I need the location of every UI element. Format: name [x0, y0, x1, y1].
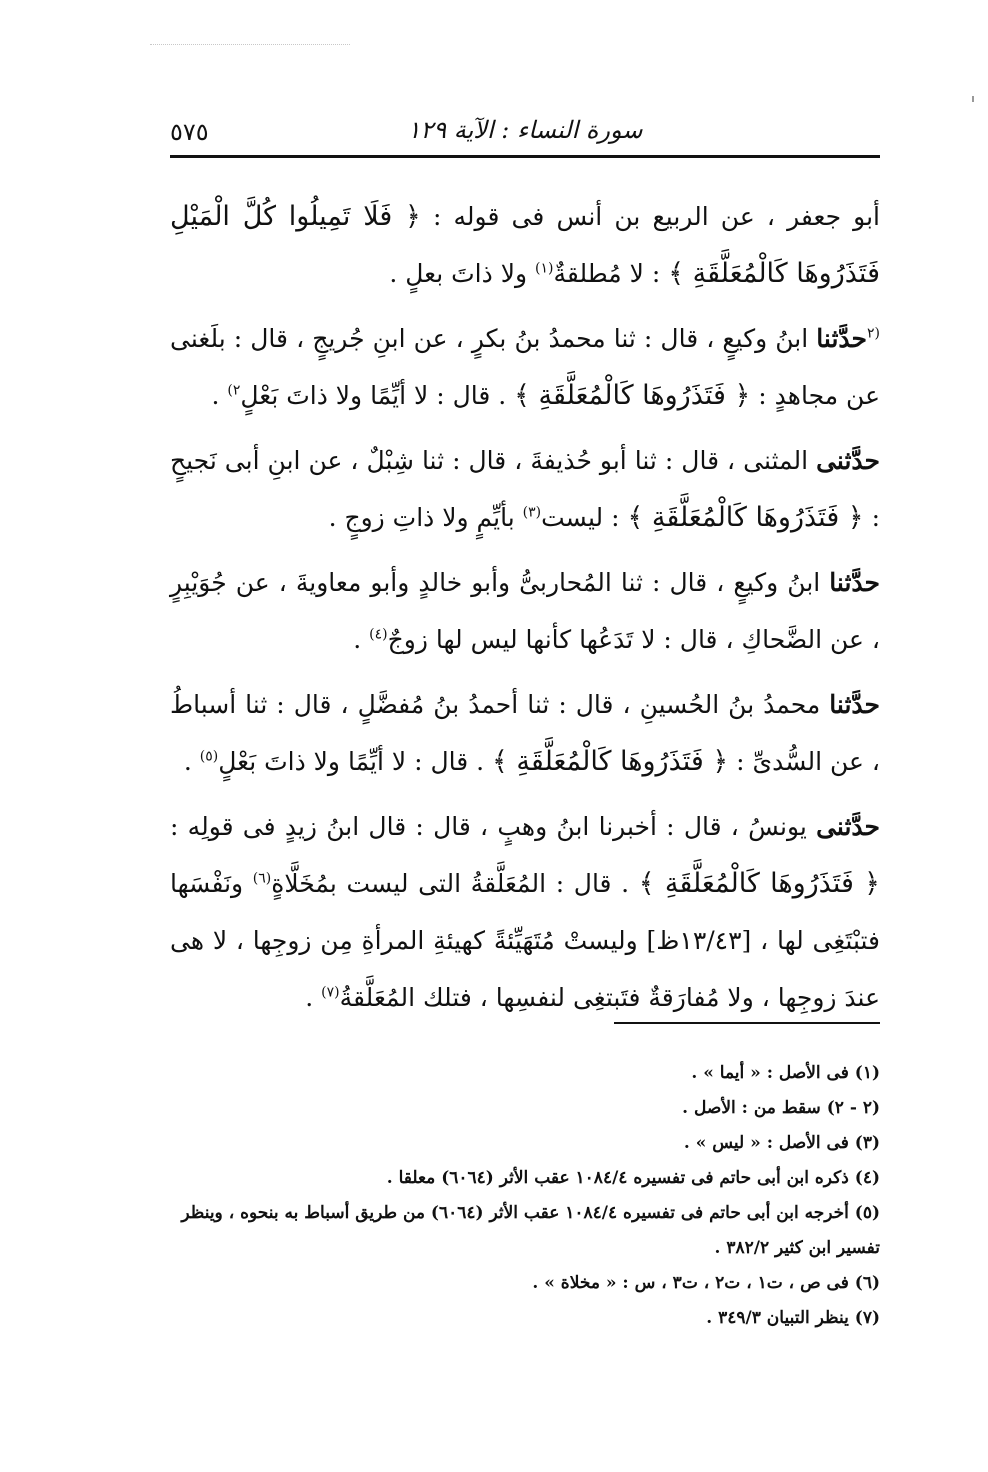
quran-quote: ﴿ فَتَذَرُوهَا كَالْمُعَلَّقَةِ ﴾	[638, 868, 881, 899]
paragraph-2	[170, 310, 880, 424]
footnote-3: (٣) فى الأصل : « ليس » .	[683, 1133, 880, 1153]
paragraph-3	[170, 432, 880, 546]
footnote-ref: (٧)	[321, 984, 340, 1001]
footnote-ref: (٣)	[522, 504, 542, 521]
quran-quote: ﴿ فَتَذَرُوهَا كَالْمُعَلَّقَةِ ﴾	[492, 746, 729, 777]
footnotes	[170, 1056, 880, 1336]
header-rule	[170, 155, 880, 158]
paragraph-text: .	[305, 983, 322, 1012]
paragraph-text: .	[183, 747, 200, 776]
main-text	[170, 188, 880, 1034]
paragraph-lead: حدَّثنا	[829, 690, 880, 719]
paragraph-text: . قال : لا أيِّمًا ولا ذاتَ بَعْلٍ	[218, 747, 493, 776]
quran-quote: ﴿ فَلَا تَمِيلُوا كُلَّ الْمَيْلِ فَتَذَرُوهَا كَالْمُعَلَّقَةِ ﴾	[170, 201, 880, 289]
page-number: ٥٧٥	[170, 118, 209, 146]
paragraph-text: ونَفْسَها فتبْتَغِى لها ، [١٣/٤٣ظ] وليستْ مُتَهَيِّئةً كهيئةِ المرأةِ مِن زوجِها ، لا هى عندَ زوجِها ، ولا مُفارَقةٌ فتَبتغِى لنفسِها ، فتلك المُعَلَّقةُ	[170, 869, 880, 1012]
paragraph-4	[170, 554, 880, 668]
footnote-ref: (٦)	[252, 870, 272, 887]
footnote-7: (٧) ينظر التبيان ٣٤٩/٣ .	[706, 1308, 880, 1328]
footnote-1: (١) فى الأصل : « أيما » .	[691, 1063, 880, 1083]
page-header	[170, 108, 880, 156]
paragraph-text: يونسُ ، قال : أخبرنا ابنُ وهبٍ ، قال : قال ابنُ زيدٍ فى قولِه :	[170, 812, 817, 841]
paragraph-text: محمدُ بنُ الحُسينِ ، قال : ثنا أحمدُ بنُ مُفضَّلٍ ، قال : ثنا أسباطُ ، عن السُّدىِّ :	[170, 690, 880, 776]
paragraph-text: المثنى ، قال : ثنا أبو حُذيفةَ ، قال : ثنا شِبْلٌ ، عن ابنِ أبى نَجيحٍ :	[170, 446, 880, 532]
footnote-ref: (٥)	[199, 748, 219, 765]
footnote-5: (٥) أخرجه ابن أبى حاتم فى تفسيره ١٠٨٤/٤ عقب الأثر (٦٠٦٤) من طريق أسباط به بنحوه ، وينظر تفسير ابن كثير ٣٨٢/٢ .	[181, 1203, 880, 1258]
paragraph-lead: حدَّثنى	[816, 812, 880, 841]
paragraph-text: : ليست	[541, 503, 628, 532]
paragraph-text: . قال : لا أيِّمًا ولا ذاتَ بَعْلٍ	[240, 381, 515, 410]
paragraph-text: ابنُ وكيعٍ ، قال : ثنا محمدُ بنُ بكرٍ ، عن ابنِ جُريجٍ ، قال : بلَغنى عن مجاهدٍ :	[170, 324, 880, 410]
paragraph-text: ابنُ وكيعٍ ، قال : ثنا المُحاربىُّ وأبو خالدٍ وأبو معاويةَ ، عن جُوَيْبِرٍ ، عن الضَّحاكِ ، قال : لا تَدَعُها كأنها ليس لها زوجٌ	[170, 568, 880, 654]
footnote-ref: (٤)	[369, 626, 388, 643]
paragraph-lead: حدَّثنا	[829, 568, 880, 597]
paragraph-text: أبو جعفر ، عن الربيع بن أنس فى قوله :	[420, 202, 880, 231]
paragraph-1	[170, 188, 880, 302]
running-head: سورة النساء : الآية ١٢٩	[407, 116, 643, 144]
footnote-2: (٢ - ٢) سقط من : الأصل .	[682, 1098, 880, 1118]
scan-speckle	[150, 44, 350, 47]
paragraph-5	[170, 676, 880, 790]
paragraph-text: . قال : المُعَلَّقةُ التى ليست بمُخَلَّاةٍ	[271, 869, 639, 898]
footnote-rule	[614, 1022, 880, 1024]
paragraph-text: ولا ذاتَ بعلٍ .	[389, 259, 535, 288]
paragraph-lead: حدَّثنى	[816, 446, 880, 475]
paragraph-6	[170, 798, 880, 1026]
paragraph-lead: حدَّثنا	[816, 324, 867, 353]
paragraph-text: .	[353, 625, 370, 654]
footnote-4: (٤) ذكره ابن أبى حاتم فى تفسيره ١٠٨٤/٤ عقب الأثر (٦٠٦٤) معلقا .	[386, 1168, 880, 1188]
paragraph-text: .	[211, 381, 228, 410]
scan-edge-mark	[972, 96, 974, 102]
paragraph-text: : لا مُطلقةٌ	[553, 259, 669, 288]
footnote-6: (٦) فى ص ، ت١ ، ت٢ ، ت٣ ، س : « مخلاة » .	[532, 1273, 880, 1293]
footnote-ref: (٢	[867, 325, 880, 342]
footnote-ref: ٢)	[227, 382, 241, 399]
quran-quote: ﴿ فَتَذَرُوهَا كَالْمُعَلَّقَةِ ﴾	[514, 380, 751, 411]
footnote-ref: (١)	[535, 260, 554, 277]
paragraph-text: بأيِّمٍ ولا ذاتِ زوجٍ .	[328, 503, 523, 532]
quran-quote: ﴿ فَتَذَرُوهَا كَالْمُعَلَّقَةِ ﴾	[627, 502, 864, 533]
